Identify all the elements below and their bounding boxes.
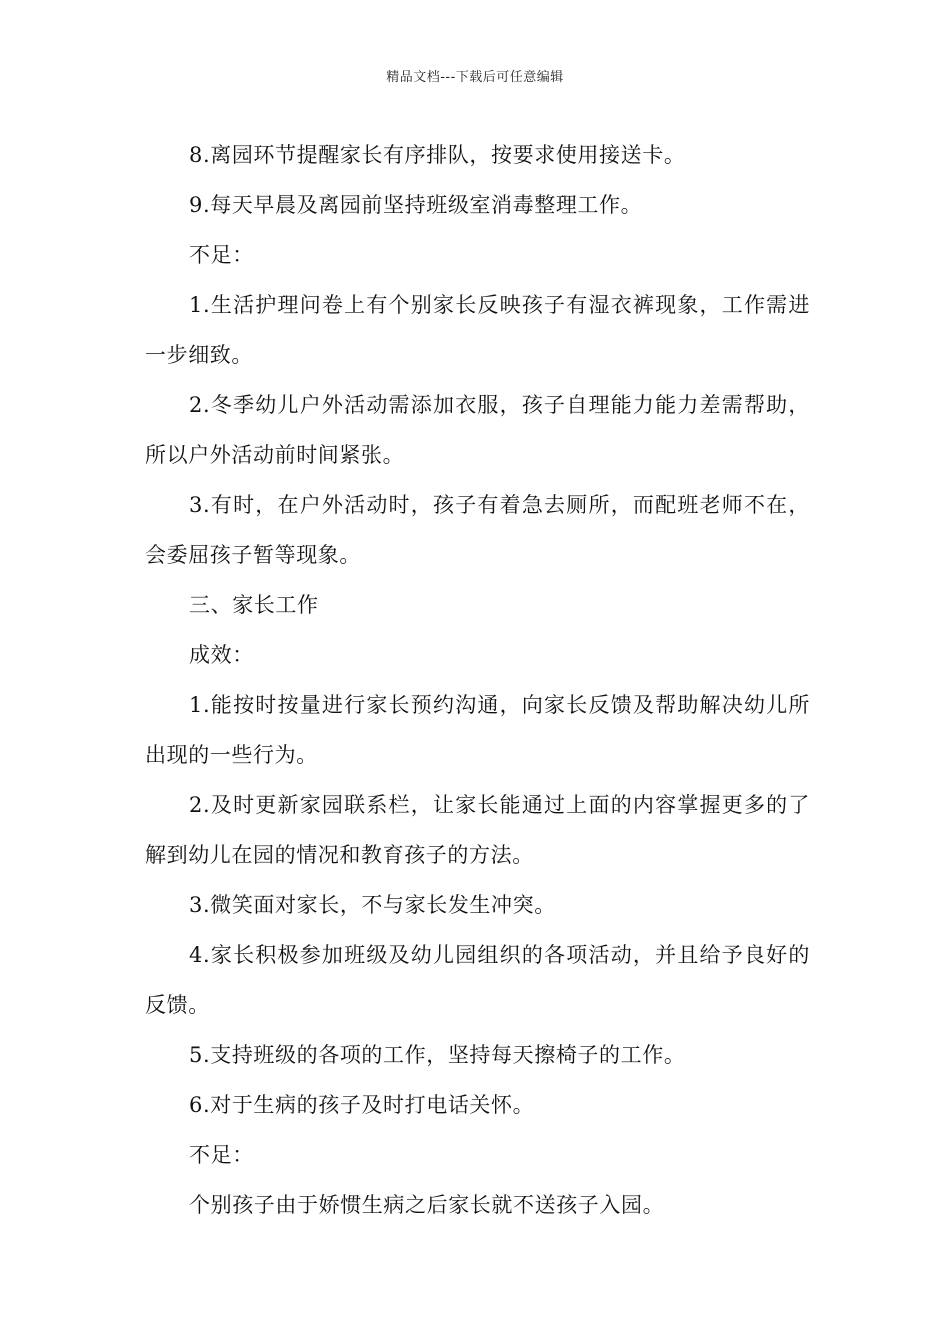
- section-heading: 三、家长工作: [189, 593, 319, 617]
- paragraph: 8.离园环节提醒家长有序排队，按要求使用接送卡。: [189, 143, 686, 167]
- paragraph: 6.对于生病的孩子及时打电话关怀。: [189, 1093, 535, 1117]
- paragraph: 1.生活护理问卷上有个别家长反映孩子有湿衣裤现象，工作需进一步细致。: [145, 293, 810, 367]
- section-label: 不足：: [189, 1143, 254, 1167]
- paragraph: 9.每天早晨及离园前坚持班级室消毒整理工作。: [189, 193, 643, 217]
- paragraph: 3.有时，在户外活动时，孩子有着急去厕所，而配班老师不在，会委屈孩子暂等现象。: [145, 493, 810, 567]
- page-header: 精品文档---下载后可任意编辑: [386, 70, 564, 85]
- paragraph: 4.家长积极参加班级及幼儿园组织的各项活动，并且给予良好的反馈。: [145, 943, 810, 1017]
- paragraph: 3.微笑面对家长，不与家长发生冲突。: [189, 893, 556, 917]
- paragraph: 1.能按时按量进行家长预约沟通，向家长反馈及帮助解决幼儿所出现的一些行为。: [145, 693, 810, 767]
- paragraph: 2.及时更新家园联系栏，让家长能通过上面的内容掌握更多的了解到幼儿在园的情况和教育孩子的方法。: [145, 793, 810, 867]
- paragraph: 个别孩子由于娇惯生病之后家长就不送孩子入园。: [189, 1193, 665, 1217]
- paragraph: 5.支持班级的各项的工作，坚持每天擦椅子的工作。: [189, 1043, 686, 1067]
- section-label: 不足：: [189, 243, 254, 267]
- document-body: [145, 130, 810, 1230]
- paragraph: 2.冬季幼儿户外活动需添加衣服，孩子自理能力能力差需帮助，所以户外活动前时间紧张。: [145, 393, 810, 467]
- section-label: 成效：: [189, 643, 254, 667]
